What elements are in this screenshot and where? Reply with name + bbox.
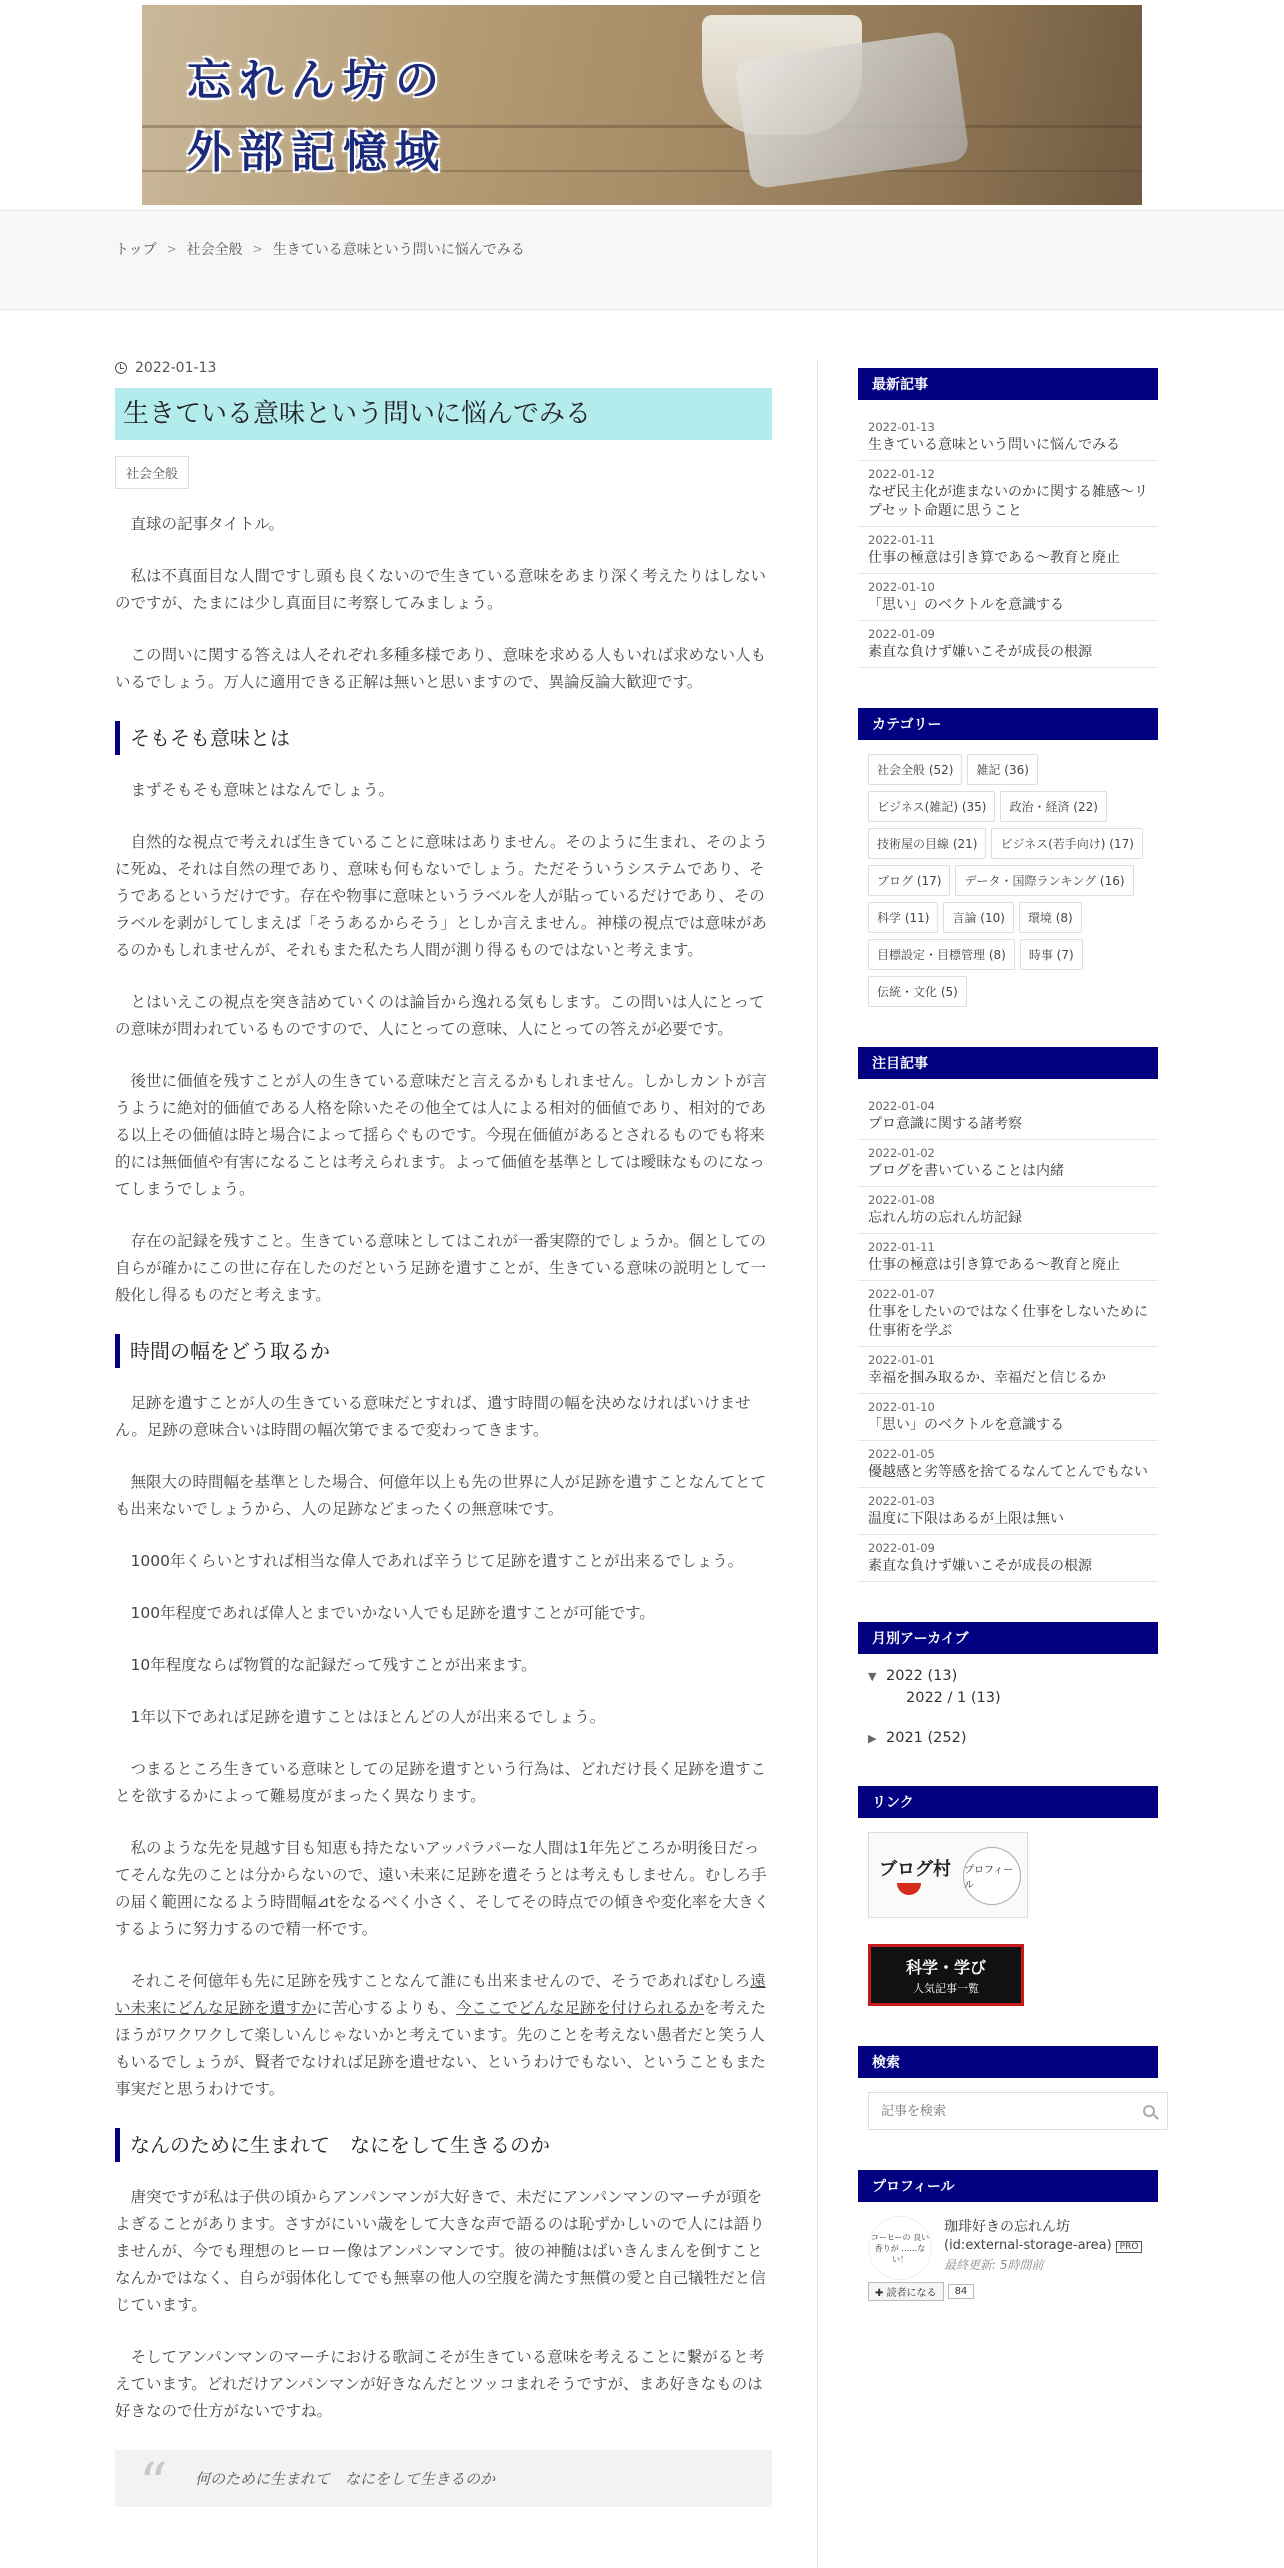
sidebar xyxy=(858,360,1168,2568)
breadcrumb-category[interactable]: 社会全般 xyxy=(186,242,243,258)
search-input[interactable] xyxy=(881,2104,1111,2119)
follower-count: 84 xyxy=(948,2284,975,2299)
blogmura-sun-icon xyxy=(897,1883,921,1895)
triangle-down-icon[interactable]: ▼ xyxy=(868,1669,877,1683)
section-heading: なんのために生まれて なにをして生きるのか xyxy=(115,2128,772,2162)
entry-title[interactable]: 素直な負けず嫌いこそが成長の根源 xyxy=(868,644,1092,660)
paragraph: 無限大の時間幅を基準とした場合、何億年以上も先の世界に人が足跡を遺すことなんてとても出来ないでしょうから、人の足跡などまったくの無意味です。 xyxy=(115,1473,767,1518)
article-category-tag[interactable]: 社会全般 xyxy=(115,456,189,489)
entry-date: 2022-01-10 xyxy=(868,1400,935,1414)
blockquote xyxy=(115,2450,772,2517)
text: に苦心するよりも、 xyxy=(316,1999,457,2017)
profile-card xyxy=(858,2216,1168,2280)
paragraph: 足跡を遺すことが人の生きている意味だとすれば、遺す時間の幅を決めなければいけません。足跡の意味合いは時間の幅次第でまるで変わってきます。 xyxy=(115,1394,751,1439)
category-tag[interactable]: 政治・経済 (22) xyxy=(1000,791,1106,822)
entry-date: 2022-01-11 xyxy=(868,1240,935,1254)
entry-title[interactable]: 優越感と劣等感を捨てるなんてとんでもない xyxy=(868,1464,1148,1480)
quote-text: 何のために生まれて なにをして生きるのか xyxy=(195,2470,496,2488)
logo-line-2: 外部記憶域 xyxy=(187,127,447,178)
breadcrumb-bar xyxy=(0,210,1284,310)
popular-entry[interactable] xyxy=(858,1187,1158,1234)
breadcrumb-current: 生きている意味という問いに悩んでみる xyxy=(272,242,525,258)
recent-entry[interactable] xyxy=(858,527,1158,574)
archive-year-2021[interactable] xyxy=(868,1730,1168,1746)
module-title: 検索 xyxy=(858,2046,1158,2078)
paragraph: 1000年くらいとすれば相当な偉人であれば辛うじて足跡を遺すことが出来るでしょう。 xyxy=(130,1552,744,1570)
article-date-text[interactable]: 2022-01-13 xyxy=(135,360,217,376)
entry-date: 2022-01-05 xyxy=(868,1447,935,1461)
archive-list xyxy=(858,1668,1168,1746)
entry-date: 2022-01-11 xyxy=(868,533,935,547)
entry-date: 2022-01-02 xyxy=(868,1146,935,1160)
module-title: 注目記事 xyxy=(858,1047,1158,1079)
paragraph: 100年程度であれば偉人とまでいかない人でも足跡を遺すことが可能です。 xyxy=(130,1604,655,1622)
follow-widget xyxy=(868,2282,1168,2301)
breadcrumb-top[interactable]: トップ xyxy=(115,242,157,258)
entry-date: 2022-01-12 xyxy=(868,467,935,481)
entry-title[interactable]: 「思い」のベクトルを意識する xyxy=(868,597,1064,613)
category-tag[interactable]: 科学 (11) xyxy=(868,902,938,933)
science-ranking-banner[interactable] xyxy=(868,1944,1024,2006)
module-title: 月別アーカイブ xyxy=(858,1622,1158,1654)
category-tag[interactable]: 目標設定・目標管理 (8) xyxy=(868,939,1015,970)
category-tag[interactable]: 伝統・文化 (5) xyxy=(868,976,967,1007)
profile-info xyxy=(944,2216,1142,2280)
archive-year-2022[interactable] xyxy=(868,1668,1168,1684)
archive-year-label[interactable]: 2021 (252) xyxy=(886,1730,967,1746)
entry-title[interactable]: 「思い」のベクトルを意識する xyxy=(868,1417,1064,1433)
profile-id xyxy=(944,2238,1142,2253)
entry-title[interactable]: 幸福を掴み取るか、幸福だと信じるか xyxy=(868,1370,1106,1386)
entry-title[interactable]: プロ意識に関する諸考察 xyxy=(868,1116,1022,1132)
paragraph: 後世に価値を残すことが人の生きている意味だと言えるかもしれません。しかしカントが言うように絶対的価値である人格を除いたその他全ては人による相対的価値であり、相対的である以上その価値は時と場合によって揺らぐものです。今現在価値があるとされるものでも将来的には無価値や有害になることは考えられます。よって価値を基準としては曖昧なものになってしまうでしょう。 xyxy=(115,1072,767,1198)
breadcrumb-separator: > xyxy=(166,242,177,256)
entry-title[interactable]: 仕事をしたいのではなく仕事をしないために仕事術を学ぶ xyxy=(868,1304,1148,1339)
entry-date: 2022-01-08 xyxy=(868,1193,935,1207)
paragraph: まずそもそも意味とはなんでしょう。 xyxy=(130,781,395,799)
category-tag[interactable]: 社会全般 (52) xyxy=(868,754,962,785)
recent-entry[interactable] xyxy=(858,621,1158,668)
popular-entry[interactable] xyxy=(858,1394,1158,1441)
entry-date: 2022-01-01 xyxy=(868,1353,935,1367)
paragraph: 直球の記事タイトル。 xyxy=(130,515,284,533)
paragraph: つまるところ生きている意味としての足跡を遺すという行為は、どれだけ長く足跡を遺すことを欲するかによって難易度がまったく異なります。 xyxy=(115,1760,767,1805)
entry-title[interactable]: なぜ民主化が進まないのかに関する雑感〜リプセット命題に思うこと xyxy=(868,484,1148,519)
archive-year-label[interactable]: 2022 (13) xyxy=(886,1668,958,1684)
popular-entry[interactable] xyxy=(858,1234,1158,1281)
text: それこそ何億年も先に足跡を残すことなんて誰にも出来ませんので、そうであればむしろ xyxy=(130,1972,751,1990)
popular-entry[interactable] xyxy=(858,1347,1158,1394)
entry-date: 2022-01-03 xyxy=(868,1494,935,1508)
blogmura-profile-badge: プロフィール xyxy=(963,1847,1021,1905)
profile-name[interactable]: 珈琲好きの忘れん坊 xyxy=(944,2219,1070,2235)
paragraph: 唐突ですが私は子供の頃からアンパンマンが大好きで、未だにアンパンマンのマーチが頭をよぎることがあります。さすがにいい歳をして大きな声で語るのは恥ずかしいので人には語りませんが、今でも理想のヒーロー像はアンパンマンです。彼の神髄はばいきんまんを倒すことなんかではなく、自らが弱体化してでも無辜の他人の空腹を満たす無償の愛と自己犠牲だと信じています。 xyxy=(115,2188,766,2314)
quote-icon: “ xyxy=(139,2452,168,2517)
follow-label: 読者になる xyxy=(886,2288,937,2299)
entry-title[interactable]: 温度に下限はあるが上限は無い xyxy=(868,1511,1064,1527)
clock-icon xyxy=(115,362,127,374)
archive-module xyxy=(858,1622,1168,1746)
paragraph-with-links xyxy=(115,1968,772,2103)
category-tag-list xyxy=(858,754,1168,1007)
profile-id-text[interactable]: (id:external-storage-area) xyxy=(944,2238,1112,2253)
logo-line-1: 忘れん坊の xyxy=(187,55,447,106)
category-tag[interactable]: 環境 (8) xyxy=(1019,902,1082,933)
paragraph: 私は不真面目な人間ですし頭も良くないので生きている意味をあまり深く考えたりはしないのですが、たまには少し真面目に考察してみましょう。 xyxy=(115,567,767,612)
search-box xyxy=(868,2092,1168,2130)
article-date xyxy=(115,360,772,376)
paragraph: 存在の記録を残すこと。生きている意味としてはこれが一番実際的でしょうか。個としての自らが確かにこの世に存在したのだという足跡を遺すことが、生きている意味の説明として一般化し得るものだと考えます。 xyxy=(115,1232,767,1304)
profile-module xyxy=(858,2170,1168,2301)
entry-title[interactable]: 素直な負けず嫌いこそが成長の根源 xyxy=(868,1558,1092,1574)
breadcrumb xyxy=(0,211,1284,259)
popular-entry[interactable] xyxy=(858,1093,1158,1140)
entry-date: 2022-01-13 xyxy=(868,420,935,434)
site-banner[interactable] xyxy=(142,5,1142,205)
category-tag[interactable]: データ・国際ランキング (16) xyxy=(955,865,1133,896)
entry-date: 2022-01-07 xyxy=(868,1287,935,1301)
recent-entry[interactable] xyxy=(858,461,1158,527)
category-tag[interactable]: 技術屋の目線 (21) xyxy=(868,828,986,859)
popular-entry[interactable] xyxy=(858,1140,1158,1187)
paragraph: 1年以下であれば足跡を遺すことはほとんどの人が出来るでしょう。 xyxy=(130,1708,606,1726)
module-title: 最新記事 xyxy=(858,368,1158,400)
profile-last-updated: 最終更新: 5時間前 xyxy=(944,2258,1044,2272)
content-wrapper xyxy=(0,310,1284,2568)
entry-title[interactable]: 仕事の極意は引き算である～教育と廃止 xyxy=(868,1257,1120,1273)
search-module xyxy=(858,2046,1168,2130)
site-logo[interactable] xyxy=(187,45,447,189)
entry-date: 2022-01-10 xyxy=(868,580,935,594)
link-here-now[interactable]: 今ここでどんな足跡を付けられるか xyxy=(456,1999,705,2017)
paragraph: この問いに関する答えは人それぞれ多種多様であり、意味を求める人もいれば求めない人もいるでしょう。万人に適用できる正解は無いと思いますので、異論反論大歓迎です。 xyxy=(115,646,767,691)
entry-title[interactable]: 仕事の極意は引き算である～教育と廃止 xyxy=(868,550,1120,566)
category-tag[interactable]: 雑記 (36) xyxy=(967,754,1037,785)
article xyxy=(115,360,772,2568)
module-title: リンク xyxy=(858,1786,1158,1818)
link-module xyxy=(858,1786,1168,2006)
column-divider xyxy=(817,360,818,2568)
blogmura-banner[interactable] xyxy=(868,1832,1028,1918)
avatar[interactable]: コーヒーの 良い香りが ……ない！ xyxy=(868,2216,932,2280)
banner-subtext: 人気記事一覧 xyxy=(913,1981,979,1995)
paragraph: そしてアンパンマンのマーチにおける歌詞こそが生きている意味を考えることに繋がると考えています。どれだけアンパンマンが好きなんだとツッコまれそうですが、まあ好きなものは好きなので仕方がないですね。 xyxy=(115,2348,765,2420)
banner-text: 科学・学び xyxy=(905,1957,986,1977)
link-far-future[interactable]: 遠い未来にどんな足跡を遺すか xyxy=(115,1972,766,2017)
popular-entries-module xyxy=(858,1047,1168,1582)
popular-entry[interactable] xyxy=(858,1441,1158,1488)
paragraph: 10年程度ならば物質的な記録だって残すことが出来ます。 xyxy=(130,1656,537,1674)
search-icon[interactable] xyxy=(1143,2105,1155,2117)
category-tag[interactable]: 時事 (7) xyxy=(1020,939,1083,970)
pro-badge: PRO xyxy=(1116,2241,1143,2253)
popular-entry[interactable] xyxy=(858,1488,1158,1535)
paragraph: 自然的な視点で考えれば生きていることに意味はありません。そのように生まれ、そのように死ぬ、それは自然の理であり、意味も何もないでしょう。ただそういうシステムであり、そうであるというだけです。存在や物事に意味というラベルを人が貼っているだけであり、そのラベルを剥がしてしまえば「そうあるからそう」としか言えません。神様の視点では意味があるのかもしれませんが、それもまた私たち人間が測り得るものではないと考えます。 xyxy=(115,833,768,959)
entry-title[interactable]: ブログを書いていることは内緒 xyxy=(868,1163,1064,1179)
module-title: カテゴリー xyxy=(858,708,1158,740)
breadcrumb-separator: > xyxy=(252,242,263,256)
paragraph: とはいえこの視点を突き詰めていくのは論旨から逸れる気もします。この問いは人にとっての意味が問われているものですので、人にとっての意味、人にとっての答えが必要です。 xyxy=(115,993,765,1038)
header xyxy=(0,0,1284,210)
popular-entry[interactable] xyxy=(858,1535,1158,1582)
category-tag[interactable]: ビジネス(雑記) (35) xyxy=(868,791,995,822)
blogmura-logo: ブログ村 xyxy=(879,1859,951,1880)
section-heading: そもそも意味とは xyxy=(115,721,772,755)
recent-entry[interactable] xyxy=(858,574,1158,621)
paragraph: 私のような先を見越す目も知恵も持たないアッパラパーな人間は1年先どころか明後日だってそんな先のことは分からないので、遠い未来に足跡を遺そうとは考えもしません。むしろ手の届く範囲になるよう時間幅⊿tをなるべく小さく、そしてその時点での傾きや変化率を大きくするように努力するので精一杯です。 xyxy=(115,1839,770,1938)
archive-month[interactable]: 2022 / 1 (13) xyxy=(906,1690,1001,1706)
entry-date: 2022-01-09 xyxy=(868,1541,935,1555)
article-title[interactable]: 生きている意味という問いに悩んでみる xyxy=(115,388,772,440)
follow-button[interactable]: ✚ 読者になる xyxy=(868,2282,944,2301)
popular-entry[interactable] xyxy=(858,1281,1158,1347)
entry-title[interactable]: 忘れん坊の忘れん坊記録 xyxy=(868,1210,1022,1226)
entry-date: 2022-01-09 xyxy=(868,627,935,641)
recent-entry[interactable] xyxy=(858,414,1158,461)
triangle-right-icon[interactable]: ▶ xyxy=(868,1731,877,1745)
category-module xyxy=(858,708,1168,1007)
module-title: プロフィール xyxy=(858,2170,1158,2202)
entry-date: 2022-01-04 xyxy=(868,1099,935,1113)
text: を考えたほうがワクワクして楽しいんじゃないかと考えています。先のことを考えない愚者だと笑う人もいるでしょうが、賢者でなければ足跡を遺せない、というわけでもない、ということもまた事実だと思うわけです。 xyxy=(115,1999,767,2098)
category-tag[interactable]: 言論 (10) xyxy=(943,902,1013,933)
category-tag[interactable]: ビジネス(若手向け) (17) xyxy=(991,828,1142,859)
category-tag[interactable]: ブログ (17) xyxy=(868,865,950,896)
recent-entries-module xyxy=(858,368,1168,668)
entry-title[interactable]: 生きている意味という問いに悩んでみる xyxy=(868,437,1120,453)
section-heading: 時間の幅をどう取るか xyxy=(115,1334,772,1368)
